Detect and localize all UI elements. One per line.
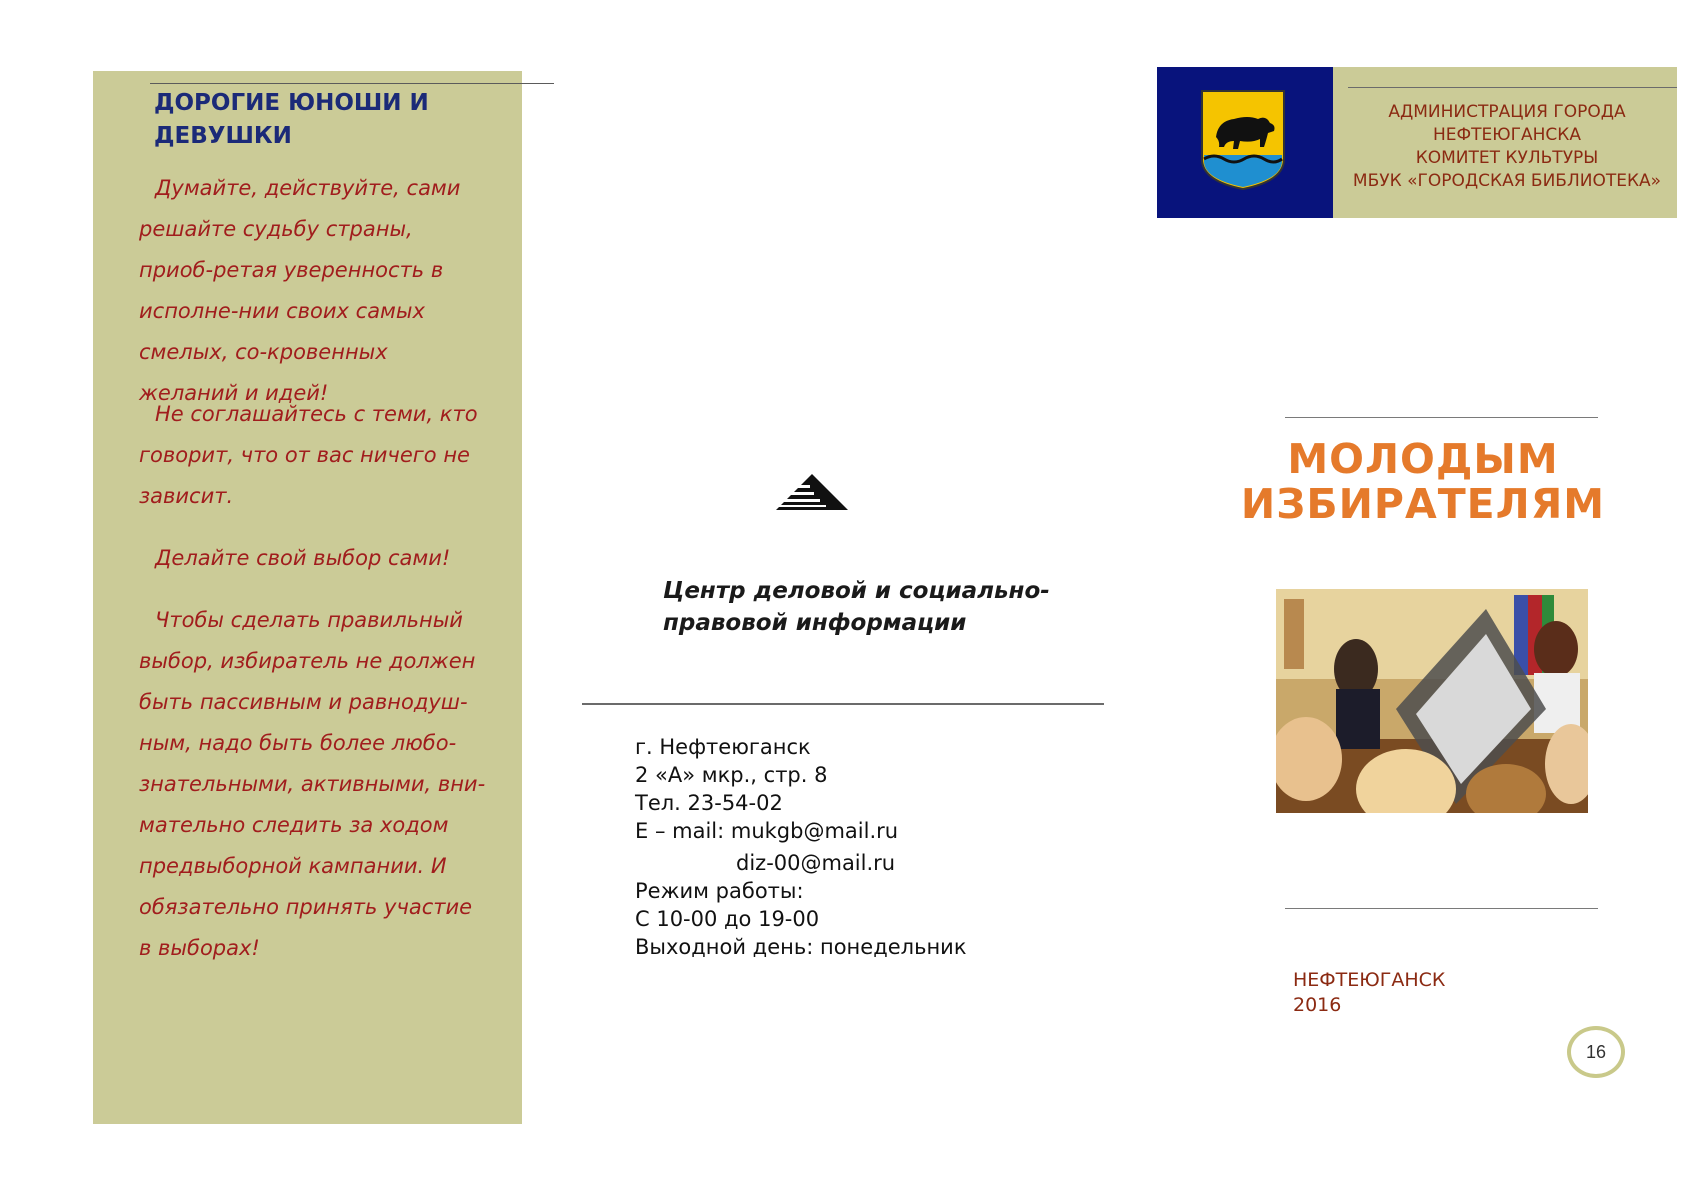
appeal-paragraph-3: Делайте свой выбор сами! xyxy=(155,546,451,570)
divider xyxy=(1348,87,1677,88)
contact-day-off: Выходной день: понедельник xyxy=(635,935,967,959)
appeal-paragraph-2: Не соглашайтесь с теми, кто говорит, что от вас ничего не зависит. xyxy=(139,402,478,508)
publication-year: 2016 xyxy=(1293,994,1342,1016)
publication-city: НЕФТЕЮГАНСК xyxy=(1293,969,1446,991)
publication-info xyxy=(1293,968,1445,1018)
greeting-heading xyxy=(154,87,494,153)
ballot-box-photo xyxy=(1276,589,1588,813)
center-name-line1: Центр деловой и социально- xyxy=(663,578,1050,604)
organization-line: АДМИНИСТРАЦИЯ ГОРОДА xyxy=(1388,102,1626,122)
appeal-paragraph-4: Чтобы сделать правильный выбор, избиратель не должен быть пассивным и равнодуш-ным, надо быть более любо-знательными, активными, вни-мательно следить за ходом предвыборной кампании. И обязательно принять участие в выборах! xyxy=(139,608,486,960)
center-logo-icon xyxy=(776,474,848,512)
contact-email-1[interactable]: Е – mail: mukgb@mail.ru xyxy=(635,819,899,843)
greeting-heading-line1: ДОРОГИЕ ЮНОШИ И xyxy=(154,90,429,116)
contact-hours-label: Режим работы: xyxy=(635,879,804,903)
contact-city: г. Нефтеюганск xyxy=(635,735,811,759)
center-name-line2: правовой информации xyxy=(663,610,967,636)
divider xyxy=(1285,908,1598,909)
appeal-paragraph-1: Думайте, действуйте, сами решайте судьбу страны, приоб-ретая уверенность в исполне-нии своих самых смелых, со-кровенных желаний и идей! xyxy=(139,176,461,405)
contact-email-2[interactable]: diz-00@mail.ru xyxy=(736,851,896,875)
organization-name xyxy=(1340,101,1674,193)
divider xyxy=(582,703,1104,705)
organization-line: КОМИТЕТ КУЛЬТУРЫ xyxy=(1415,148,1599,168)
divider xyxy=(1285,417,1598,418)
page-number: 16 xyxy=(1585,1041,1607,1062)
center-name xyxy=(663,575,1083,639)
greeting-heading-line2: ДЕВУШКИ xyxy=(154,123,292,149)
page-number-badge xyxy=(1567,1026,1625,1078)
brochure-title-line2: ИЗБИРАТЕЛЯМ xyxy=(1240,480,1606,528)
organization-line: НЕФТЕЮГАНСКА xyxy=(1433,125,1581,145)
organization-line: МБУК «ГОРОДСКАЯ БИБЛИОТЕКА» xyxy=(1352,171,1662,191)
contact-address: 2 «А» мкр., стр. 8 xyxy=(635,763,828,787)
contact-hours: С 10-00 до 19-00 xyxy=(635,907,820,931)
city-emblem-icon xyxy=(1200,89,1286,191)
brochure-title-line1: МОЛОДЫМ xyxy=(1287,435,1559,483)
brochure-title xyxy=(1228,437,1618,527)
contact-phone: Тел. 23-54-02 xyxy=(635,791,783,815)
divider xyxy=(150,83,554,84)
